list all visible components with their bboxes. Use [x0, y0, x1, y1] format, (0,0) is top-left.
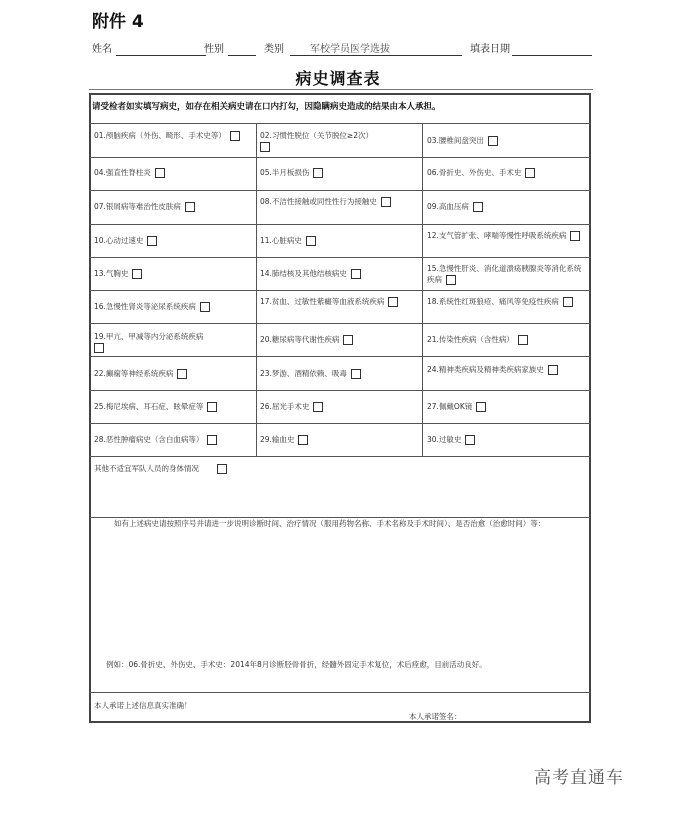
item-label: 22.癫痫等神经系统疾病: [94, 369, 174, 378]
checkbox[interactable]: [185, 202, 195, 212]
row-divider: [89, 692, 591, 693]
item-22[interactable]: [94, 368, 250, 379]
checkbox[interactable]: [388, 297, 398, 307]
date-label: 填表日期: [470, 44, 510, 55]
checkbox[interactable]: [476, 402, 486, 412]
checkbox[interactable]: [313, 402, 323, 412]
item-27[interactable]: [427, 401, 587, 412]
item-05[interactable]: [260, 167, 418, 178]
item-17[interactable]: [260, 296, 418, 307]
category-field: [290, 55, 462, 56]
row-divider: [89, 356, 591, 357]
item-label: 26.屈光手术史: [260, 402, 310, 411]
checkbox[interactable]: [306, 236, 316, 246]
row-divider: [89, 157, 591, 158]
item-08[interactable]: [260, 196, 418, 207]
item-30[interactable]: [427, 434, 587, 445]
checkbox[interactable]: [94, 343, 104, 353]
item-09[interactable]: [427, 201, 587, 212]
item-label: 13.气胸史: [94, 269, 129, 278]
item-07[interactable]: [94, 201, 250, 212]
category-value: 军校学员医学选拔: [310, 44, 390, 55]
title-divider: [89, 89, 593, 90]
form-notice: 请受检者如实填写病史，如存在相关病史请在口内打勾，因隐瞒病史造成的结果由本人承担。: [92, 102, 441, 112]
column-divider: [256, 123, 257, 456]
checkbox[interactable]: [488, 136, 498, 146]
row-divider: [89, 423, 591, 424]
gender-field[interactable]: [228, 55, 256, 56]
checkbox[interactable]: [298, 435, 308, 445]
checkbox[interactable]: [518, 335, 528, 345]
item-12[interactable]: [427, 230, 587, 241]
details-prompt: 如有上述病史请按照序号并请进一步说明诊断时间、治疗情况（服用药物名称、手术名称及手术时间）、是否治愈（治愈时间）等：: [114, 519, 546, 528]
item-20[interactable]: [260, 334, 418, 345]
item-03[interactable]: [427, 135, 587, 146]
row-divider: [89, 224, 591, 225]
checkbox[interactable]: [313, 168, 323, 178]
item-label: 23.梦游、酒精依赖、吸毒: [260, 369, 347, 378]
checkbox[interactable]: [351, 369, 361, 379]
item-label: 24.精神类疾病及精神类疾病家族史: [427, 365, 544, 374]
item-26[interactable]: [260, 401, 418, 412]
item-label: 03.腰椎间盘突出: [427, 136, 484, 145]
item-24[interactable]: [427, 364, 587, 375]
item-label: 11.心脏病史: [260, 236, 302, 245]
item-21[interactable]: [427, 334, 587, 345]
name-label: 姓名: [92, 44, 112, 55]
checkbox[interactable]: [525, 168, 535, 178]
item-19[interactable]: [94, 331, 250, 353]
item-label: 17.贫血、过敏性紫癜等血液系统疾病: [260, 297, 385, 306]
row-divider: [89, 390, 591, 391]
gender-label: 性别: [204, 44, 224, 55]
item-label: 12.支气管扩张、哮喘等慢性呼吸系统疾病: [427, 231, 567, 240]
item-label: 15.急慢性肝炎、消化道溃疡胰腺炎等消化系统疾病: [427, 264, 582, 284]
item-02[interactable]: [260, 130, 418, 152]
item-16[interactable]: [94, 301, 250, 312]
row-divider: [89, 323, 591, 324]
category-label: 类别: [264, 44, 284, 55]
item-label: 02.习惯性脱位（关节脱位≥2次）: [260, 131, 373, 140]
item-11[interactable]: [260, 235, 418, 246]
checkbox[interactable]: [177, 369, 187, 379]
item-label: 14.肺结核及其他结核病史: [260, 269, 347, 278]
applicant-info-row: [92, 40, 592, 58]
item-10[interactable]: [94, 235, 250, 246]
item-23[interactable]: [260, 368, 418, 379]
item-label: 28.恶性肿瘤病史（含白血病等）: [94, 435, 204, 444]
checkbox[interactable]: [351, 269, 361, 279]
item-label: 07.银屑病等难治性皮肤病: [94, 202, 181, 211]
row-divider: [89, 456, 591, 457]
checkbox[interactable]: [473, 202, 483, 212]
page-title: 病史调查表: [295, 69, 381, 88]
other-condition-label: 其他不适宜军队人员的身体情况: [94, 464, 199, 473]
checkbox[interactable]: [548, 365, 558, 375]
item-label: 30.过敏史: [427, 435, 462, 444]
checkbox[interactable]: [132, 269, 142, 279]
attachment-label: 附件 4: [92, 12, 144, 32]
item-label: 10.心动过速史: [94, 236, 144, 245]
item-18[interactable]: [427, 296, 587, 307]
example-text: 例如：06.骨折史、外伤史、手术史：2014年8月诊断胫骨骨折，经髓外固定手术复位，术后痊愈，目前活动良好。: [106, 660, 487, 669]
name-field[interactable]: [116, 55, 206, 56]
item-28[interactable]: [94, 434, 254, 445]
item-01[interactable]: [94, 130, 250, 141]
item-label: 04.强直性脊柱炎: [94, 168, 151, 177]
checkbox[interactable]: [200, 302, 210, 312]
checkbox[interactable]: [446, 275, 456, 285]
item-label: 18.系统性红斑狼疮、痛风等免疫性疾病: [427, 297, 559, 306]
item-label: 21.传染性疾病（含性病）: [427, 335, 514, 344]
checkbox[interactable]: [207, 402, 217, 412]
item-label: 29.输血史: [260, 435, 295, 444]
checkbox[interactable]: [260, 142, 270, 152]
row-divider: [89, 123, 591, 124]
item-label: 25.梅尼埃病、耳石症、眩晕症等: [94, 402, 204, 411]
row-divider: [89, 257, 591, 258]
item-06[interactable]: [427, 167, 587, 178]
checkbox[interactable]: [207, 435, 217, 445]
watermark: 高考直通车: [534, 768, 624, 788]
item-15[interactable]: [427, 263, 587, 285]
checkbox[interactable]: [217, 464, 227, 474]
item-label: 06.骨折史、外伤史、手术史: [427, 168, 522, 177]
row-divider: [89, 290, 591, 291]
signature-label: 本人承诺签名：: [409, 712, 462, 721]
item-14[interactable]: [260, 268, 418, 279]
date-field[interactable]: [512, 55, 592, 56]
checkbox[interactable]: [147, 236, 157, 246]
item-label: 01.颅脑疾病（外伤、畸形、手术史等）: [94, 131, 226, 140]
item-label: 16.急慢性肾炎等泌尿系统疾病: [94, 302, 196, 311]
item-label: 08.不洁性接触或同性性行为接触史: [260, 197, 377, 206]
item-label: 09.高血压病: [427, 202, 469, 211]
checkbox[interactable]: [563, 297, 573, 307]
item-13[interactable]: [94, 268, 250, 279]
item-29[interactable]: [260, 434, 418, 445]
item-label: 20.糖尿病等代谢性疾病: [260, 335, 340, 344]
column-divider: [422, 123, 423, 456]
checkbox[interactable]: [381, 197, 391, 207]
item-04[interactable]: [94, 167, 250, 178]
checkbox[interactable]: [343, 335, 353, 345]
row-divider: [89, 190, 591, 191]
checkbox[interactable]: [465, 435, 475, 445]
pledge-text: 本人承诺上述信息真实准确！: [94, 701, 192, 710]
checkbox[interactable]: [570, 231, 580, 241]
item-label: 05.半月板损伤: [260, 168, 310, 177]
item-label: 19.甲亢、甲减等内分泌系统疾病: [94, 332, 204, 341]
other-condition-item[interactable]: [94, 463, 227, 474]
item-25[interactable]: [94, 401, 254, 412]
item-label: 27.佩戴OK镜: [427, 402, 473, 411]
checkbox[interactable]: [155, 168, 165, 178]
checkbox[interactable]: [230, 131, 240, 141]
